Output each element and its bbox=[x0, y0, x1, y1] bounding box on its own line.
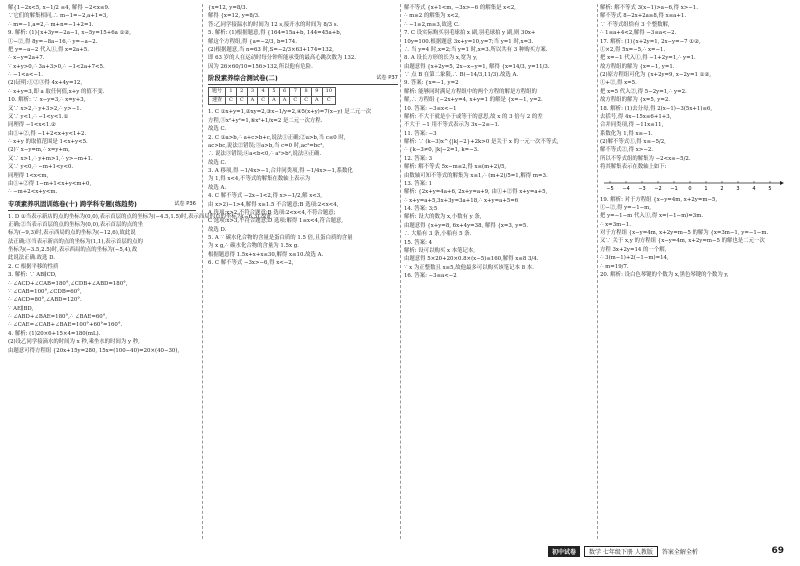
text-line: 由题意可得方程组 {20x+15y=280, 15x=(100−40)=20×(40−30), bbox=[8, 347, 180, 354]
number-line-label: −4 bbox=[622, 185, 630, 192]
text-line: 又∵ y<0,∴ −m+1<y<0. bbox=[8, 164, 74, 171]
text-line: 3. A 移项,得 −1/4x>−1,合并同类项,得 −1/4x>−1,系数化 bbox=[208, 168, 353, 175]
text-line: ∴ x−y=2a+7. bbox=[8, 55, 45, 62]
table-cell: A bbox=[312, 96, 323, 105]
text-line: 7. C 设实际购买羽毛球拍 x 副,羽毛球拍 y 副,则 30x+ bbox=[404, 30, 536, 37]
text-line: 10. 答案: −3≤x<−1 bbox=[404, 105, 457, 112]
text-line: 又∵ x>2,∴ y+3>2,∴ y>−1. bbox=[8, 105, 82, 112]
text-line: 由数轴可知不等式的解集为 x≤1,∴ (m+2)/5=1,解得 m=3. bbox=[404, 172, 548, 179]
table-cell: 3 bbox=[247, 87, 258, 96]
number-line-label: −1 bbox=[670, 185, 678, 192]
text-line: 对于方程组 {x−y=4m, x+2y=m−5 的解为 {x=3m−1, y=−1−m. bbox=[600, 230, 769, 236]
text-line: 20. 解析: 设白色琴键的个数为 x,黑色琴键的个数为 y, bbox=[600, 271, 729, 278]
text-line: ∵ x+y>0,∴ 3a+3>0,∴ −1<2a+7<5. bbox=[8, 63, 105, 70]
text-line: 解不等式 8−2x+2a≥8,得 x≤a+1. bbox=[600, 13, 687, 20]
text-line: ∴ x+y 的取值范围是 1<x+y<5. bbox=[8, 139, 88, 145]
table-cell: 5 bbox=[269, 87, 280, 96]
text-line: 10. 解析: ∵ x−y=3,∴ x=y+3, bbox=[8, 97, 86, 104]
text-line: ∵ ∠CAB=100°,∠CDB=60°, bbox=[8, 288, 82, 295]
text-line: 即 63 岁的人在运动时每分钟所能承受的最高心跳次数为 132. bbox=[208, 55, 356, 62]
text-line: 解析: 不大于就是小于或等于的意思,故 x 的 3 倍与 2 的差 bbox=[404, 113, 543, 120]
text-line: 1. C ①x+y=1,②xy=2,③x−1/y=2,④5(x+y)=7(x−y) 是二元一次 bbox=[208, 109, 372, 116]
text-line: 9. 答案: {x=−1, y=2 bbox=[404, 80, 459, 87]
text-line: 又∵ 关于 x,y 的方程组 {x−y=4m, x+2y=m−5 的解也是二元一次 bbox=[600, 238, 765, 245]
number-line-label: −3 bbox=[638, 185, 646, 192]
table-cell: 2 bbox=[236, 87, 247, 96]
table-cell: 速查 bbox=[209, 96, 226, 105]
table-cell: 题号 bbox=[209, 87, 226, 96]
text-line: 2. C 根据平移的性质 bbox=[8, 263, 59, 270]
text-line: 解,∴ 方程组 {−2x+y=4, x+y=1 的解是 {x=−1, y=2. bbox=[404, 97, 543, 104]
text-line: 将其解集表示在数轴上如下: bbox=[600, 164, 667, 171]
text-line: 2. C ①a>b,∴ a+c>b+c,说法①正确;②a>b,当 c≤0 时, bbox=[208, 134, 346, 141]
text-line: ①−②,得 y=−1−m, bbox=[600, 204, 651, 211]
text-line: 合并同类项,得 −11x≤11, bbox=[600, 122, 664, 129]
text-line: 解得 {x=12, y=8/3. bbox=[208, 13, 260, 20]
number-line-figure bbox=[600, 175, 785, 193]
text-line: ∴ 当 y=4 时,x=2;当 y=1 时,x=3.所以共有 3 种购买方案. bbox=[404, 46, 548, 53]
answer-label: 答案全解全析 bbox=[661, 548, 698, 556]
text-line: 法正确;③当表示新店的点的坐标为(1,1),表示首层的点的 bbox=[8, 238, 143, 245]
table-row bbox=[209, 87, 336, 96]
answer-block-1 bbox=[8, 4, 196, 197]
book-meta: 数学 七年级下册 人教版 bbox=[584, 546, 658, 557]
text-line: 此说法正确.故选 D. bbox=[8, 255, 56, 262]
page-number: 69 bbox=[771, 546, 784, 556]
text-line: ①+②,得 x=5. bbox=[600, 80, 637, 87]
text-line: 解析: 解不等式 5x−m≤2,得 x≤(m+2)/5, bbox=[404, 164, 507, 171]
text-line: 系数化为 1,得 x≥−1. bbox=[600, 130, 653, 137]
text-line: 解{1−2x<5, x−1/2 ≤4, 解得 −2<x≤9. bbox=[8, 5, 110, 11]
text-line: 解析: 解不等式 3(x−1)>a−6,得 x>−1. bbox=[600, 5, 698, 11]
number-line-label: 1 bbox=[704, 185, 708, 192]
text-line: 解这个方程组,得 {a=−2/3, b=174. bbox=[208, 38, 297, 45]
text-line: ∵ 不等式组恰有 3 个整数解, bbox=[600, 21, 670, 28]
text-line: 解不等式②,得 x>−2. bbox=[600, 147, 653, 154]
text-line: ∴ x=3m−1. bbox=[600, 221, 631, 228]
text-line: ∴ m≥2 的解集为 x<2, bbox=[404, 13, 460, 20]
text-line: 把 y=−a−2 代入①,得 x=2a+5. bbox=[8, 46, 89, 53]
text-line: 6. C 解不等式 −3x>−6,得 x<−2, bbox=[208, 260, 294, 267]
text-line: 不大于 −1 用不等式表示为 3x−2≤−1. bbox=[404, 122, 500, 129]
column-2 bbox=[208, 4, 398, 544]
text-line: 为 x g,∴ 碳水化合物的含量为 1.5x g. bbox=[208, 243, 299, 250]
text-line: 去括号,得 4x−15x≤6+1+3, bbox=[600, 113, 672, 120]
text-line: (2)∵ x−y=m,∴ x=y+m, bbox=[8, 147, 70, 154]
text-line: 故选 C. bbox=[208, 159, 227, 166]
answer-block-4 bbox=[208, 108, 398, 267]
column-divider bbox=[597, 4, 598, 539]
text-line: 所以不等式组的解集为 −2<x≤−5/2. bbox=[600, 155, 691, 162]
text-line: ∴ 说法③错误;④a<b<0,∴ a²>b²,说法④正确. bbox=[208, 151, 322, 158]
section-ref: 试卷 P37 bbox=[376, 75, 398, 81]
column-divider bbox=[400, 4, 401, 539]
text-line: ∴ ∠CAE=∠CAB+∠BAE=100°+60°=160°. bbox=[8, 322, 123, 329]
text-line: 故方程组的解为 {x=5, y=2. bbox=[600, 97, 670, 104]
text-line: ∴ x+y=a+5,3x+3y=3a+18,∴ x+y=a+5=6 bbox=[404, 197, 519, 204]
section-heading-test bbox=[208, 74, 398, 85]
text-line: 标为(−9,3)时,表示西局的点的坐标为(−12,6),故此说 bbox=[8, 230, 136, 237]
table-row bbox=[209, 96, 336, 105]
number-line-label: 4 bbox=[752, 185, 756, 192]
number-line-label: 0 bbox=[688, 185, 692, 192]
text-line: ∴ 1≤a+4<2,解得 −3≤a<−2. bbox=[600, 30, 677, 37]
text-line: {x=12, y=8/3. bbox=[208, 5, 248, 11]
table-cell: 4 bbox=[258, 87, 269, 96]
text-line: 19. 解析: 对于方程组 {x−y=4m, x+2y=m−5, bbox=[600, 196, 718, 203]
text-line: 故方程组的解为 {x=−1, y=1. bbox=[600, 63, 675, 70]
text-line: 17. 解析: (1){x+2y=1, 2x−y=−7 ①②, bbox=[600, 38, 701, 45]
text-line: 故选 C. bbox=[208, 126, 227, 133]
number-line-label: 2 bbox=[720, 185, 724, 192]
text-line: ∴ ∠ABD+∠BAE=180°,∴ ∠BAE=60°, bbox=[8, 314, 108, 321]
text-line: 又∵ x>1,∴ y+m>1,∴ y>−m+1. bbox=[8, 155, 93, 162]
text-line: 坐标为(−3.5,2.5)时,表示西局的点的坐标为(−5,4),故 bbox=[8, 247, 138, 254]
text-line: ac>bc,说法②错误;③a>b,当 c=0 时,ac²=bc², bbox=[208, 142, 325, 149]
text-line: A 选项:x>2,不符合题意;B 选项:2<x<4,不符合题意; bbox=[208, 209, 336, 216]
text-line: 把 y=−1−m 代入①,得 x=(−1−m)=3m. bbox=[600, 213, 704, 220]
table-cell: 7 bbox=[290, 87, 301, 96]
text-line: 18. 解析: (1)去分母,得 2(x−1)−3(5x+1)≤6, bbox=[600, 105, 713, 112]
text-line: 16. 答案: −3≤a<−2 bbox=[404, 273, 457, 279]
column-4 bbox=[600, 4, 792, 544]
answer-block-6 bbox=[600, 4, 792, 172]
table-cell: C bbox=[301, 96, 312, 105]
table-cell: A bbox=[279, 96, 290, 105]
text-line: 13. 答案: 1 bbox=[404, 180, 433, 187]
text-line: 又∵ y<1,∴ −1<y<1.① bbox=[8, 113, 69, 120]
text-line: 同理得 −1<x<1.② bbox=[8, 122, 56, 129]
table-cell: C bbox=[322, 96, 335, 105]
text-line: (2)证明:①②③得 4x+4y=12, bbox=[8, 80, 83, 87]
text-line: 答:乙同学接温水的时间为 12 s,接开水的时间为 8/3 s. bbox=[208, 21, 339, 28]
text-line: ①×2,得 5x=−5,∴ x=−1. bbox=[600, 46, 666, 53]
text-line: 由题意得 {x+y=8, 6x+4y=38, 解得 {x=3, y=5. bbox=[404, 222, 528, 229]
text-line: 15. 答案: 4 bbox=[404, 239, 433, 246]
text-line: 解不等式 {x+1<m, −3x>−6 的解集是 x<2, bbox=[404, 5, 516, 11]
number-line-label: −2 bbox=[654, 185, 662, 192]
answer-block-3 bbox=[208, 4, 398, 71]
text-line: 把 x=5 代入②,得 5−2y=1,∴ y=2. bbox=[600, 88, 687, 95]
text-line: (2)解不等式①,得 x≤−5/2, bbox=[600, 139, 666, 145]
column-divider bbox=[202, 4, 203, 539]
text-line: 方程 3x+2y=14 的一个解, bbox=[600, 246, 667, 253]
text-line: 由①+②得 1−m+1<x+y<m+0, bbox=[8, 180, 92, 187]
text-line: 11. 答案: −3 bbox=[404, 130, 437, 137]
text-line: 4. C 解不等式 −2x−1<2,得 x>−1/2,解 x<3, bbox=[208, 193, 322, 200]
text-line: ∴ x+y=3,即 a 取任何值,x+y 的值不变. bbox=[8, 88, 105, 95]
table-cell: 9 bbox=[312, 87, 323, 96]
section-heading-special bbox=[8, 200, 196, 211]
number-line-label: 3 bbox=[736, 185, 740, 192]
text-line: 因为 26×60/10=156>132,所以他有危险. bbox=[208, 63, 313, 70]
text-line: 12. 答案: 3 bbox=[404, 155, 433, 162]
table-cell: C bbox=[258, 96, 269, 105]
text-line: 10y=100.根据题意 3x+y=10,y=7;当 y=1 时,x=3. bbox=[404, 38, 534, 45]
text-line: 方程,⑤x²+y²=1,⑥x²+1/x=2 是二元一次方程. bbox=[208, 117, 323, 124]
text-line: (2)设乙同学接滴水的时间为 x 秒,乘坐水的时间为 y 秒, bbox=[8, 339, 140, 346]
text-line: ∵ AE∥BD, bbox=[8, 305, 34, 312]
text-line: 由 x>2)−1>4,解得 x≥1.5 不合题意;B 选项:2<x<4, bbox=[208, 201, 339, 208]
text-line: C 选项:x>3,不符合题意;D 选项:解得 1≤x<4,符合题意, bbox=[208, 218, 343, 225]
text-line: 解析: 设大的数为 x,小数有 y 条, bbox=[404, 214, 482, 221]
table-cell: C bbox=[290, 96, 301, 105]
text-line: ∵ x 为正整数且 x≥5,故他最多可以购买该笔记本 8 本. bbox=[404, 264, 534, 271]
text-line: 3. 解析: ∵ AB∥CD, bbox=[8, 272, 57, 279]
text-line: 5. A ∵ 碳水化合物的含量是蛋白质的 1.5 倍,且蛋白质的含量 bbox=[208, 235, 353, 242]
table-cell: C bbox=[226, 96, 237, 105]
text-line: 9. 解析: (1){x+3y=−2a−1, x−5y=15+6a ①②, bbox=[8, 30, 131, 37]
text-line: ∴ −1≥2,m≥3,故选 C. bbox=[404, 21, 460, 28]
text-line: 同理得 1<x<m, bbox=[8, 172, 49, 179]
text-line: 解析: 设可以购买 x 本笔记本, bbox=[404, 247, 476, 254]
text-line: 把 x=−1 代入①,得 −1+2y=1,∴ y=1. bbox=[600, 55, 696, 62]
table-cell: 10 bbox=[322, 87, 335, 96]
text-line: ∴ −m+2<x+y<m. bbox=[8, 189, 58, 196]
table-cell: C bbox=[236, 96, 247, 105]
section-title: 专项素养巩固训练卷(十) 跨学科专题(练趋势) bbox=[8, 199, 137, 208]
number-line-arrow bbox=[780, 181, 784, 185]
text-line: ∴ m=−1,a=2,∴ m+n=−1+2=1. bbox=[8, 21, 94, 28]
text-line: ∴ ∠ACD=80°,∠ABD=120°. bbox=[8, 297, 82, 304]
section-ref: 试卷 P36 bbox=[174, 200, 196, 207]
brand-label: 初中试卷 bbox=[548, 546, 580, 557]
text-line: 由①+②,得 −1+2<x+y<1+2. bbox=[8, 130, 87, 137]
text-line: 根据题意得 1.5x+x+x≤30,解得 x≤10.故选 A. bbox=[208, 251, 324, 258]
column-3 bbox=[404, 4, 594, 544]
number-line-label: 5 bbox=[768, 185, 772, 192]
answer-block-5 bbox=[404, 4, 594, 280]
text-line: 4. 解析: (1)20×6+15×4=180(mL). bbox=[8, 330, 101, 337]
text-line: ∵它们的解集相同,∴ m−1=−2,a+1=3, bbox=[8, 13, 108, 20]
table-cell: 1 bbox=[226, 87, 237, 96]
text-line: ①−②,得 8y=−8a−16,∴ y=−a−2. bbox=[8, 38, 98, 45]
text-line: 由题意得 5×20+20×0.8×(x−5)≤160,解得 x≤8 3/4. bbox=[404, 256, 539, 263]
quick-answer-table bbox=[208, 87, 336, 106]
text-line: 5. 解析: (1)根据题意,得 {164=15a+b, 144=45a+b, bbox=[208, 30, 342, 37]
page-footer bbox=[548, 545, 784, 557]
text-line: ∵ 点 B 在第二象限,∴ B(−14/3,11/3).故选 A. bbox=[404, 72, 519, 78]
text-line: 为 1,得 x<4,不等式的解集在数轴上表示为 bbox=[208, 176, 311, 183]
text-line: 14. 答案: 3;5 bbox=[404, 206, 438, 212]
text-line: 故选 A. bbox=[208, 184, 227, 191]
number-line-label: −5 bbox=[606, 185, 614, 192]
text-line: (2)原方程组可化为 {x+2y=9, x−2y=1 ①②, bbox=[600, 72, 711, 78]
text-line: ∴ 大船有 3 条,小船有 5 条. bbox=[404, 231, 472, 238]
table-cell: 8 bbox=[301, 87, 312, 96]
table-cell: A bbox=[269, 96, 280, 105]
number-line-ticks bbox=[606, 181, 771, 192]
text-line: 解析: 能够同时满足方程组中的两个方程的解是方程组的 bbox=[404, 88, 537, 95]
text-line: 1. D ①当表示新店的点的坐标为(0,0),表示首层的点的坐标为(−4.5,1.5)时,表示西局的点的坐标为(−6,3),故此 bbox=[8, 213, 272, 220]
text-line: ∴ −1<a<−1. bbox=[8, 72, 43, 78]
table-cell: 6 bbox=[279, 87, 290, 96]
text-line: 8. A 设长方形的长为 x,宽为 y, bbox=[404, 55, 478, 62]
text-line: 故选 D. bbox=[208, 226, 227, 233]
text-line: (2)根据题意,当 n=63 时,S=−2/3×63+174=132, bbox=[208, 46, 334, 53]
text-line: 解析: ∵ (k−3)x^{|k|−2}+2k>0 是关于 x 的一元一次不等式, bbox=[404, 139, 559, 145]
text-line: ∴ ∠ACD+∠CAB=180°,∠CDB+∠ABD=180°, bbox=[8, 280, 128, 287]
text-line: ∴ m=19/7. bbox=[600, 263, 629, 270]
text-line: 由题意得 {x+2y=5, 2x−x−y=1, 解得 {x=14/3, y=11/3. bbox=[404, 63, 550, 70]
text-line: ∴ 3(m−1)+2(−1−m)=14, bbox=[600, 255, 669, 262]
text-line: ∴ {k−3≠0, |k|−2=1, k=−3. bbox=[404, 147, 479, 154]
table-cell: A bbox=[247, 96, 258, 105]
section-title: 阶段素养综合测试卷(二) bbox=[208, 74, 278, 82]
answer-block-7 bbox=[600, 196, 792, 280]
text-line: 正确;②当表示首层的点的坐标为(0,0),表示首层的点的坐 bbox=[8, 221, 143, 228]
text-line: 解析: {2x+y=4a+6, 2x+y=a+9, 由①+②得 x+y=a+5, bbox=[404, 189, 548, 196]
